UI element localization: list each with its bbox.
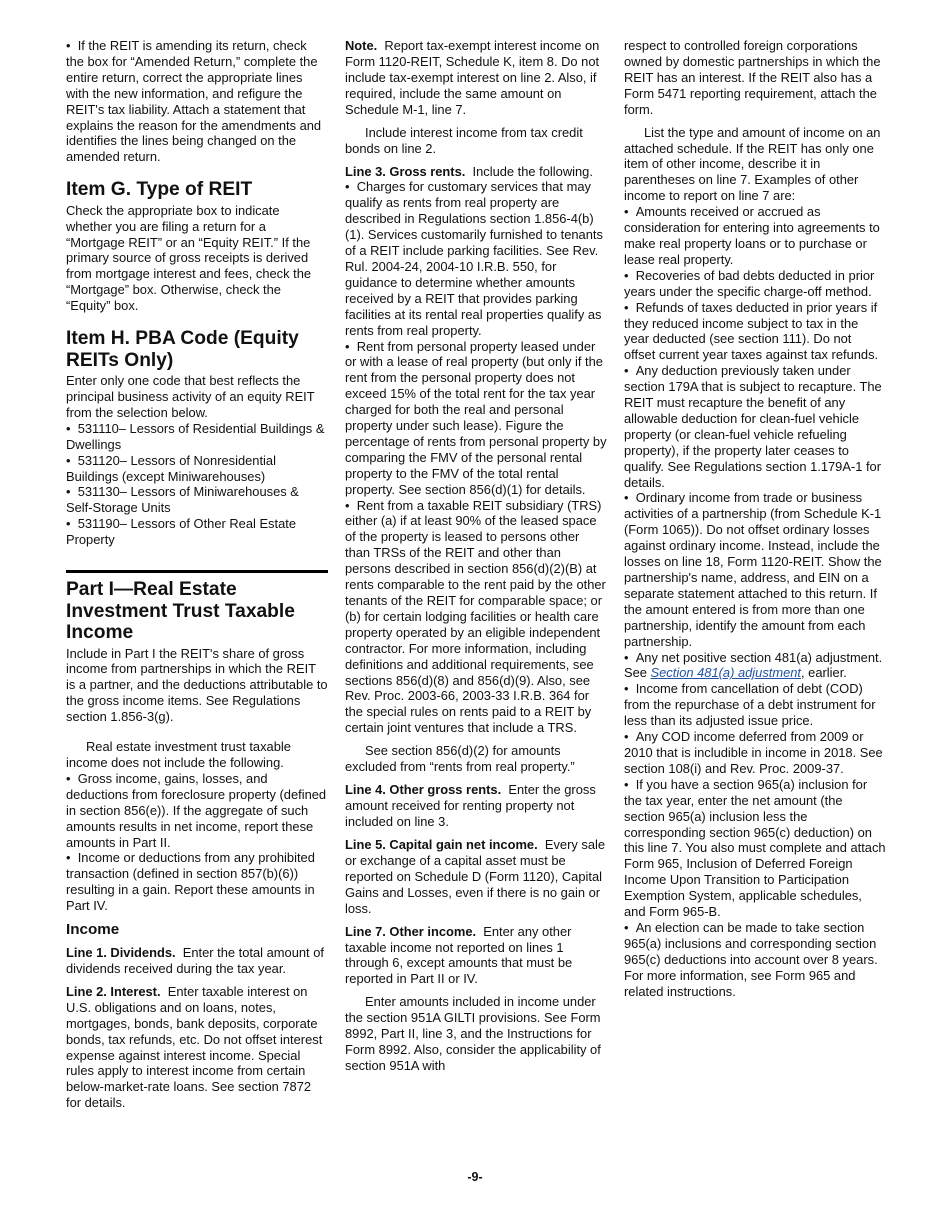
line-1-label: Line 1. Dividends. [66,944,176,960]
other-income-bullet: • Refunds of taxes deducted in prior years if they reduced income subject to tax in the year deducted (see section 111). Do not offset current year taxes against tax refunds. [624,300,886,364]
gilti-text: Enter amounts included in income under the section 951A GILTI provisions. See Form 8992, Part II, line 3, and the Instructions for Form 8992. Also, consider the applicability of section 951A with [345,994,601,1073]
pba-code-item: • 531130– Lessors of Miniwarehouses & Self-Storage Units [66,484,328,516]
line-1-dividends [66,945,328,977]
line-2-text: Enter taxable interest on U.S. obligations and on loans, notes, mortgages, bonds, bank deposits, corporate bonds, tax refunds, etc. Do not offset interest expense against interest income. Special rules apply to interest income from certain below-market-rate loans. See section 7872 for details. [66,983,323,1111]
tax-exempt-note [345,38,607,118]
column-3 [624,38,886,999]
column-2 [345,38,607,1081]
exclusion-bullet: • Income or deductions from any prohibited transaction (defined in section 857(b)(6)) resulting in a gain. Report these amounts in Part IV. [66,850,328,914]
other-income-bullet: • If you have a section 965(a) inclusion for the tax year, enter the net amount (the section 965(a) inclusion less the corresponding section 965(c) deduction) on this line 7. You also must complete and attach Form 965, Inclusion of Deferred Foreign Income Upon Transition to Participation Exemption System, applicable schedules, and Form 965-B. [624,777,886,920]
credit-bonds-text: Include interest income from tax credit bonds on line 2. [345,124,583,156]
page-number: -9- [467,1170,483,1184]
line-3-label: Line 3. Gross rents. [345,163,466,179]
column-1 [66,38,328,1118]
line-2-label: Line 2. Interest. [66,983,161,999]
pba-code-item: • 531110– Lessors of Residential Buildings & Dwellings [66,421,328,453]
line-4-label: Line 4. Other gross rents. [345,782,502,798]
line-7-label: Line 7. Other income. [345,923,477,939]
line-5-text: Every sale or exchange of a capital asset must be reported on Schedule D (Form 1120), Capital Gains and Losses, even if there is no gain or loss. [345,836,606,916]
other-income-bullet: • Amounts received or accrued as consideration for entering into agreements to make real property loans or to purchase or lease real property. [624,204,886,268]
other-income-bullet: • Any COD income deferred from 2009 or 2010 that is includible in income in 2018. See section 108(i) and Rev. Proc. 2009-37. [624,729,886,777]
other-income-bullet: • Recoveries of bad debts deducted in prior years under the specific charge-off method. [624,268,886,300]
other-income-bullet: • Ordinary income from trade or business activities of a partnership (from Schedule K-1 (Form 1065)). Do not offset ordinary losses against ordinary income. Instead, include the losses on line 18, Form 1120-REIT. Show the partnership's name, address, and EIN on a separate statement attached to this return. If the amount entered is from more than one partnership, identify the amount from each partnership. [624,490,886,649]
line-7-text: Enter any other taxable income not reported on lines 1 through 6, except amounts that must be reported in Part II or IV. [345,923,573,987]
pba-code-item: • 531190– Lessors of Other Real Estate Property [66,516,328,548]
other-income-bullet: • An election can be made to take section 965(a) inclusions and corresponding section 965(c) deductions into account over 8 years. For more information, see Form 965 and related instructions. [624,920,886,1000]
exclusion-bullet: • Gross income, gains, losses, and deductions from foreclosure property (defined in section 856(e)). If the aggregate of such amounts results in net income, report these amounts in Part II. [66,771,328,851]
section-481-pre: Any net positive section 481(a) adjustment. See [624,649,883,681]
other-income-bullet: • Any deduction previously taken under section 179A that is subject to recapture. The REIT must recapture the benefit of any allowable deduction for clean-fuel vehicle property (or clean-fuel vehicle refueling property), if the property later ceases to qualify. See Regulations section 1.179A-1 for details. [624,363,886,490]
amended-return-bullet: • If the REIT is amending its return, check the box for “Amended Return,” complete the entire return, correct the appropriate lines with the new information, and refigure the REIT's tax liability. Attach a statement that explains the reason for the amendments and identifies the lines being changed on the amended return. [66,38,328,165]
item-h-heading: Item H. PBA Code (Equity REITs Only) [66,328,299,371]
note-label: Note. [345,38,378,53]
income-heading: Income [66,921,120,939]
line-5-capital-gain [345,837,607,917]
other-income-bullet: • Income from cancellation of debt (COD) from the repurchase of a debt instrument for less than its adjusted issue price. [624,681,886,729]
line-2-interest [66,984,328,1111]
part-1-intro: Include in Part I the REIT's share of gross income from partnerships in which the REIT is a partner, and the deductions attributable to the gross income items. See Regulations section 1.856-3(g). [66,645,328,725]
line-4-other-gross-rents [345,782,607,830]
item-g-text: Check the appropriate box to indicate whether you are filing a return for a “Mortgage REIT” or an “Equity REIT.” If the primary source of gross receipts is derived from mortgage interest and fees, check the “Mortgage” box. Otherwise, check the “Equity” box. [66,202,312,314]
line-4-text: Enter the gross amount received for renting property not included on line 3. [345,782,596,829]
item-g-heading: Item G. Type of REIT [66,179,253,201]
part-1-exclusions: Real estate investment trust taxable income does not include the following. [66,739,291,770]
line-7-other-income [345,924,607,988]
line-1-text: Enter the total amount of dividends received during the tax year. [66,944,324,976]
note-text: Report tax-exempt interest income on Form 1120-REIT, Schedule K, item 8. Do not include tax-exempt interest on line 2. Also, if required, include the same amount on Schedule M-1, line 7. [345,38,600,117]
part-1-heading: Part I—Real Estate Investment Trust Taxable Income [66,570,328,644]
section-481-link[interactable]: Section 481(a) adjustment [650,665,802,681]
continued-text: respect to controlled foreign corporations owned by domestic partnerships in which the REIT has an interest. If the REIT also has a Form 5471 reporting requirement, attach the form. [624,38,881,117]
section-481-post: , earlier. [801,665,847,681]
line-5-label: Line 5. Capital gain net income. [345,836,538,852]
line-3-text: Include the following. [472,163,593,179]
section-481-bullet [624,650,886,682]
gross-rents-bullet: • Rent from personal property leased under or with a lease of real property (but only if the rent from the personal property does not exceed 15% of the total rent for the tax year charged for both the real and personal property under such lease). Figure the percentage of rents from personal property by comparing the FMV of the personal rental property to the FMV of the total rental property. See section 856(d)(1) for details. [345,339,607,498]
pba-code-item: • 531120– Lessors of Nonresidential Buildings (except Miniwarehouses) [66,453,328,485]
gross-rents-bullet: • Charges for customary services that may qualify as rents from real property are described in Regulations section 1.856-4(b)(1). Services customarily furnished to tenants of a REIT include parking facilities. See Rev. Rul. 2004-24, 2004-10 I.R.B. 550, for guidance to determine whether amounts received by a REIT that provides parking facilities at its rental real properties qualify as rents from real property. [345,179,607,338]
line-3-gross-rents [345,164,607,180]
gross-rents-bullet: • Rent from a taxable REIT subsidiary (TRS) either (a) if at least 90% of the leased space of the property is leased to persons other than TRSs of the REIT and other than persons described in section 856(d)(2)(B) at rents comparable to the rent paid by the other tenants of the REIT for comparable space; or (b) for certain lodging facilities or health care property operated by an eligible independent contractor. For more information, including definitions and additional requirements, see sections 856(d)(8) and 856(d)(9). Also, see Rev. Proc. 2003-66, 2003-33 I.R.B. 364 for the special rules on rents paid to a REIT by certain joint ventures that include a TRS. [345,498,607,737]
item-h-text: Enter only one code that best reflects the principal business activity of an equity REIT from the selection below. [66,373,315,420]
section-856-text: See section 856(d)(2) for amounts excluded from “rents from real property.” [345,743,575,775]
other-income-intro: List the type and amount of income on an attached schedule. If the REIT has only one item of other income, describe it in parentheses on line 7. Examples of other income to report on line 7 are: [624,124,881,204]
